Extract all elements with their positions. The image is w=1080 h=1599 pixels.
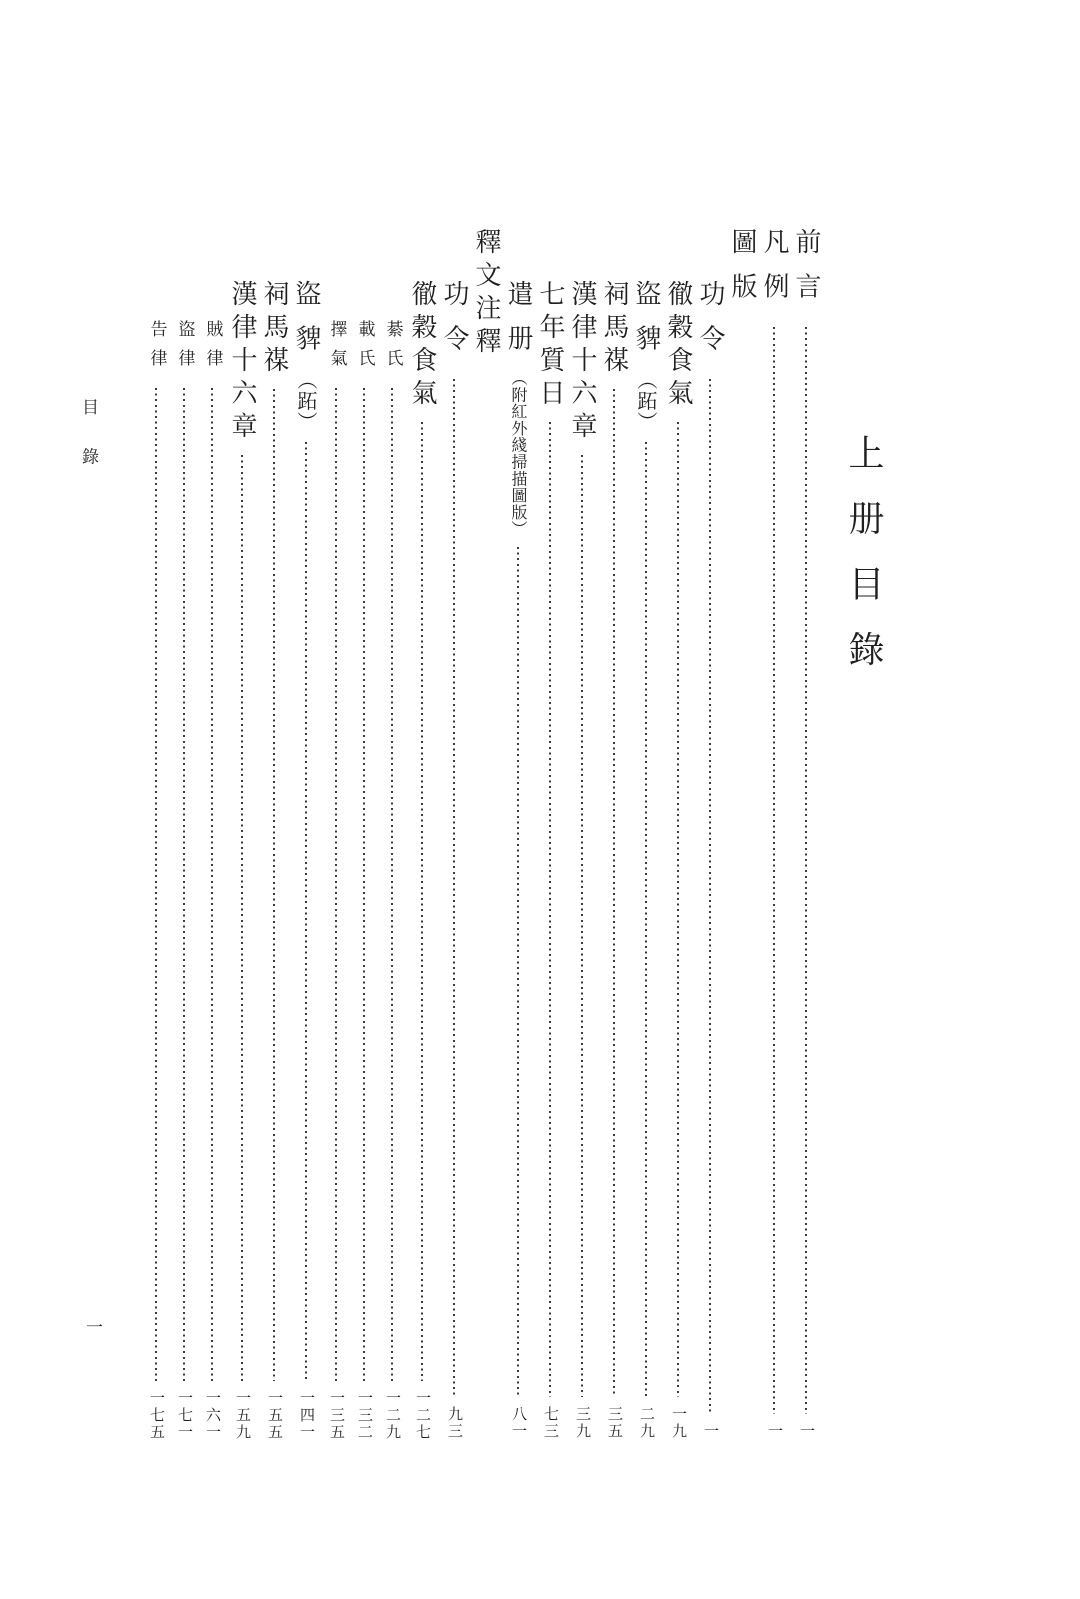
toc-entry-label: 釋文注釋 xyxy=(471,228,501,361)
page-number: 一二九 xyxy=(383,1389,402,1440)
toc-entry xyxy=(758,228,790,1440)
toc-entry xyxy=(502,228,534,1440)
toc-entry xyxy=(378,228,406,1440)
toc-entry xyxy=(198,228,226,1440)
toc-entry xyxy=(790,228,822,1440)
toc-entry-label: 圖版 xyxy=(727,228,757,318)
toc-entry-note: （附紅外綫掃描圖版） xyxy=(509,369,528,538)
toc-entry-label: 盜律 xyxy=(174,320,195,379)
toc-entry xyxy=(566,228,598,1440)
page-number: 一五九 xyxy=(233,1389,252,1440)
page-number: 九三 xyxy=(445,1406,464,1440)
toc-entry-label: 祠馬禖 xyxy=(259,280,289,380)
toc-entry xyxy=(170,228,198,1440)
page-number: 一六一 xyxy=(203,1389,222,1440)
dotted-leader xyxy=(241,455,243,1380)
toc-entry xyxy=(630,228,662,1440)
toc-entry-label: 告律 xyxy=(146,320,167,379)
page-number: 一七一 xyxy=(175,1389,194,1440)
toc-entry-label: 徹穀食氣 xyxy=(407,280,437,413)
dotted-leader xyxy=(677,422,679,1397)
page-number: 一四一 xyxy=(297,1389,316,1440)
toc-entry xyxy=(142,228,170,1440)
running-head: 目錄 xyxy=(78,398,98,497)
toc-entry xyxy=(406,228,438,1440)
folio-number: 一 xyxy=(86,1318,103,1338)
toc-entry-label: 漢律十六章 xyxy=(227,280,257,446)
dotted-leader xyxy=(517,547,519,1397)
toc-entry xyxy=(226,228,258,1440)
toc-entry-label: 七年質日 xyxy=(535,280,565,413)
page-number: 一九 xyxy=(669,1406,688,1440)
dotted-leader xyxy=(645,442,647,1397)
toc-entry-label: 徹穀食氣 xyxy=(663,280,693,413)
toc-section-header xyxy=(726,228,758,1440)
dotted-leader xyxy=(155,388,157,1380)
toc-entry-label: 功令 xyxy=(439,280,469,370)
page-number: 三九 xyxy=(573,1406,592,1440)
toc-entry-label: 盜貏（跖） xyxy=(631,280,661,433)
toc-entry-label: 前言 xyxy=(791,228,821,318)
dotted-leader xyxy=(183,388,185,1380)
dotted-leader xyxy=(709,379,711,1414)
toc-entry-label: 凡例 xyxy=(759,228,789,318)
page-number: 八一 xyxy=(509,1406,528,1440)
page-number: 七三 xyxy=(541,1406,560,1440)
page-number: 一 xyxy=(765,1423,784,1440)
table-of-contents xyxy=(142,228,822,1440)
dotted-leader xyxy=(363,388,365,1380)
dotted-leader xyxy=(391,388,393,1380)
toc-entry-label: 盜貏（跖） xyxy=(291,280,321,433)
toc-entry-note: （跖） xyxy=(634,369,658,433)
page-number: 三五 xyxy=(605,1406,624,1440)
toc-entry-label: 漢律十六章 xyxy=(567,280,597,446)
toc-entry-label: 擇氣 xyxy=(326,320,347,379)
toc-entry xyxy=(694,228,726,1440)
toc-entry xyxy=(598,228,630,1440)
dotted-leader xyxy=(581,455,583,1397)
dotted-leader xyxy=(453,379,455,1397)
page-number: 一五五 xyxy=(265,1389,284,1440)
dotted-leader xyxy=(805,327,807,1414)
toc-entry-label: 祠馬禖 xyxy=(599,280,629,380)
toc-entry xyxy=(350,228,378,1440)
volume-title: 上册目錄 xyxy=(843,434,884,697)
page-number: 二九 xyxy=(637,1406,656,1440)
toc-entry xyxy=(438,228,470,1440)
dotted-leader xyxy=(305,442,307,1380)
page-number: 一三五 xyxy=(327,1389,346,1440)
toc-entry-label: 綦氏 xyxy=(382,320,403,379)
toc-section-header xyxy=(470,228,502,1440)
page-number: 一 xyxy=(797,1423,816,1440)
toc-entry xyxy=(290,228,322,1440)
page-number: 一 xyxy=(701,1423,720,1440)
toc-entry-note: （跖） xyxy=(294,369,318,433)
dotted-leader xyxy=(421,422,423,1381)
toc-entry-label: 載氏 xyxy=(354,320,375,379)
toc-entry xyxy=(534,228,566,1440)
toc-entry xyxy=(662,228,694,1440)
dotted-leader xyxy=(273,389,275,1381)
dotted-leader xyxy=(549,422,551,1397)
dotted-leader xyxy=(773,327,775,1414)
toc-entry-label: 遣册（附紅外綫掃描圖版） xyxy=(503,280,533,538)
page-number: 一二七 xyxy=(413,1389,432,1440)
toc-entry xyxy=(322,228,350,1440)
toc-entry-label: 賊律 xyxy=(202,320,223,379)
dotted-leader xyxy=(613,389,615,1397)
page-number: 一七五 xyxy=(147,1389,166,1440)
toc-entry xyxy=(258,228,290,1440)
dotted-leader xyxy=(335,388,337,1380)
toc-entry-label: 功令 xyxy=(695,280,725,370)
page-number: 一三二 xyxy=(355,1389,374,1440)
dotted-leader xyxy=(211,388,213,1380)
